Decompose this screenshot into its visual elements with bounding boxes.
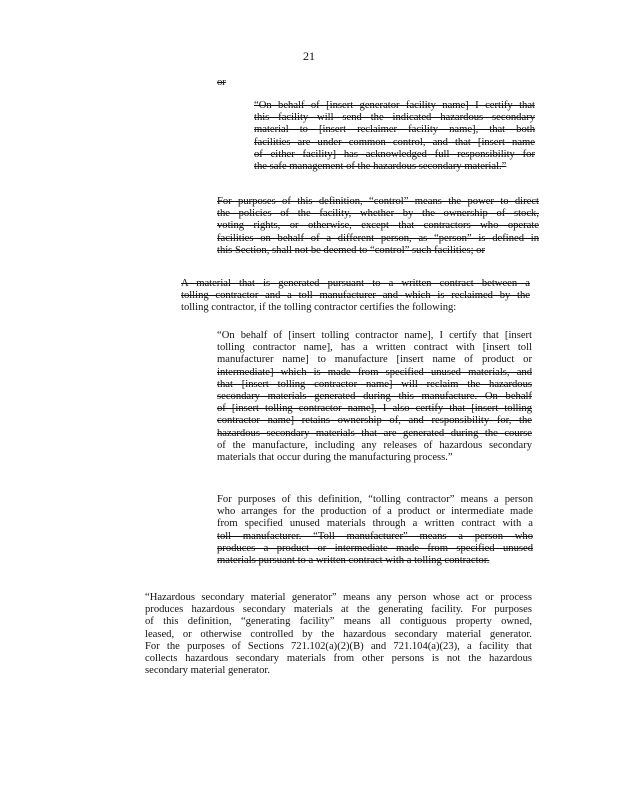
quote-line: “On behalf of [insert tolling contractor name], I certify that [insert — [217, 330, 532, 341]
quote-line: “On behalf of [insert generator facility name] I certify that — [254, 100, 535, 111]
quote-line: this facility will send the indicated hazardous secondary — [254, 112, 535, 124]
quote-line: secondary materials generated during this manufacture. On behalf — [217, 391, 532, 403]
quote-line: of [insert tolling contractor name], I also certify that [insert tolling — [217, 403, 532, 415]
quote-line: manufacturer name] to manufacture [insert name of product or — [217, 354, 532, 366]
tolling-material-paragraph — [181, 278, 530, 315]
generator-certification-quote — [254, 100, 535, 173]
paragraph-line: the policies of the facility, whether by the ownership of stock, — [217, 208, 539, 220]
paragraph-line: voting rights, or otherwise, except that contractors who operate — [217, 220, 539, 232]
quote-line: facilities are under common control, and that [insert name — [254, 136, 535, 148]
paragraph-line: A material that is generated pursuant to a written contract between a — [181, 278, 530, 289]
tolling-certification-quote — [217, 330, 532, 464]
paragraph-line: who arranges for the production of a product or intermediate made — [217, 506, 533, 518]
paragraph-line: from specified unused materials through a written contract with a — [217, 518, 533, 530]
tolling-contractor-definition — [217, 494, 533, 567]
paragraph-line: secondary material generator. — [145, 665, 271, 677]
paragraph-line: “Hazardous secondary material generator” means any person whose act or process — [145, 592, 532, 603]
paragraph-line: this Section, shall not be deemed to “control” such facilities; or — [217, 244, 486, 256]
paragraph-line: facilities on behalf of a different person, as “person” is defined in — [217, 232, 539, 244]
quote-line: tolling contractor name], has a written contract with [insert toll — [217, 342, 532, 354]
paragraph-line: tolling contractor, if the tolling contractor certifies the following: — [181, 302, 457, 314]
quote-line: of either facility] has acknowledged full responsibility for — [254, 148, 535, 160]
paragraph-line: For purposes of this definition, “tolling contractor” means a person — [217, 494, 533, 505]
control-definition-paragraph — [217, 196, 539, 257]
generator-definition-paragraph — [145, 592, 532, 677]
quote-line: materials that occur during the manufacturing process.” — [217, 452, 453, 464]
quote-line: the safe management of the hazardous secondary material.” — [254, 161, 507, 173]
paragraph-line: produces hazardous secondary materials at the generating facility. For purposes — [145, 604, 532, 616]
quote-line: that [insert tolling contractor name] will reclaim the hazardous — [217, 378, 532, 390]
paragraph-line: materials pursuant to a written contract with a tolling contractor. — [217, 555, 490, 567]
quote-line: intermediate] which is made from specified unused materials, and — [217, 366, 532, 378]
paragraph-line: tolling contractor and a toll manufacturer and which is reclaimed by the — [181, 290, 530, 302]
quote-line: hazardous secondary materials that are generated during the course — [217, 427, 532, 439]
quote-line: material to [insert reclaimer facility name], that both — [254, 124, 535, 136]
paragraph-line: leased, or otherwise controlled by the hazardous secondary material generator. — [145, 628, 532, 640]
or-connector: or — [217, 77, 226, 88]
paragraph-line: collects hazardous secondary materials from other persons is not the hazardous — [145, 653, 532, 665]
paragraph-line: of this definition, “generating facility” means all contiguous property owned, — [145, 616, 532, 628]
paragraph-line: For purposes of this definition, “control” means the power to direct — [217, 196, 539, 207]
paragraph-line: produces a product or intermediate made from specified unused — [217, 542, 533, 554]
quote-line: of the manufacture, including any releases of hazardous secondary — [217, 439, 532, 451]
paragraph-line: For the purposes of Sections 721.102(a)(2)(B) and 721.104(a)(23), a facility that — [145, 640, 532, 652]
quote-line: contractor name] retains ownership of, and responsibility for, the — [217, 415, 532, 427]
page-number: 21 — [303, 49, 315, 63]
paragraph-line: toll manufacturer. “Toll manufacturer” means a person who — [217, 530, 533, 542]
